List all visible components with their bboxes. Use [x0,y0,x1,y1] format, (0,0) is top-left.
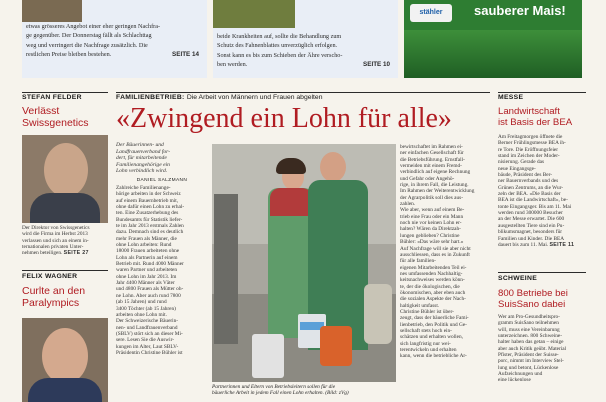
author-kicker: STEFAN FELDER [22,94,82,101]
article-body: Zahlreiche Familienange- hörige arbeiten in der Schweiz auf einem Bauernbetrieb mit, ohne dafür einen Lohn zu erhal- ten. Eine Zusatzerhebung des Bundesamts für Statistik liefer- te im Jahr 2013 erstmals Zahlen dazu. Demnach sind es deutlich mehr Frauen als Männer, die ohne Lohn arbeiten: Rund 18000 Frauen arbeiteten ohne Lohn als Partnerin auf einem Betrieb mit. Rund 4000 Männer waren Partner und arbeiteten ohne Lohn im Jahr 2013. Im Jahr 4400 Männer als Väter und 4800 Frauen als Mütter oh- ne Lohn. Aber auch rund 7800 (ab 15 Jahren) und rund 3400 Töchter (ab 15 Jahren) arbeiten ohne Lohn mit. Der Schweizerische Bäuerin- nen- und Landfrauenverband (SBLV) stört sich an dieser Mi- sere. Lesen Sie die Auswir- kungen im Alter, Laut SBLV- Präsidentin Christine Bühler ist [116,184,185,356]
teaser-headline[interactable]: Verlässt Swissgenetics [22,105,89,129]
teaser-text-line: Sonst kann es bis zum Schieben der Ähre verscho- [217,51,343,59]
section-kicker: SCHWEINE [498,275,538,282]
section-kicker: MESSE [498,94,524,101]
section-rule [498,92,586,93]
teaser-text-line: ben werden. SEITE 10 [217,61,390,69]
page-ref: SEITE 14 [172,51,199,59]
equipment-shape [214,194,238,344]
ad-logo: stähler [410,4,452,22]
teaser-text-line: ge gegenüber. Der Donnerstag fällt als Schlachttag [26,32,152,40]
article-column-3: bewirtschaftet im Rahmen ei- ner einfachen Gesellschaft für die Betriebsführung. Ernstfall- vermeiden mit einem Fremd- verbindlich auf eigene Rechnung und Gefahr oder Angehö- rige, in ihrem Fall, die Leistung. Im Rahmen der Weiterentwicklung der Agrarpolitik soll dies aus- zahlen. Wie aber, wenn auf einem Be- trieb eine Frau oder ein Mann noch nie vor keinen Lohn er- halten? Wären da Direktzah- lungen geblieben? Christine Bühler: «Das wäre sehr hart.» Auf Nachfrage will sie aber nicht ausschliessen, dass es in Zukunft für alle familien- eigenen Mitarbeitenden Teil ei- nes umfassenden Nachhaltig- keitsnachweises werden könn- te, der die ökologischen, die ökonomischen, aber eben auch die sozialen Aspekte der Nach- haltigkeit umfasst. Christine Bühler ist über- zeugt, dass der bäuerliche Fami- lienbetrieb, den Politik und Ge- sellschaft stets hoch ein- schätzen und erhalten wollen, sich langfristig nur wei- terentwickeln und erhalten kann, wenn die betriebliche Ar- [400,144,475,360]
face-shape [44,143,88,197]
photo-caption: Partnerinnen und Eltern von Betriebsleitern sollen für die bäuerliche Arbeit in jedem Fall einen Lohn erhalten. (Bild: zVg) [212,384,349,397]
article-kicker-sub: Die Arbeit von Männern und Frauen abgelten [186,94,323,101]
teaser-photo [22,0,82,22]
article-headline[interactable]: «Zwingend ein Lohn für alle» [116,103,452,134]
canister-shape [252,334,284,378]
article-photo [212,144,396,382]
messe-body: Am Freitagmorgen öffnete die Berner Frühlingsmesse BEA ih- re Tore. Die Eröffnungsfeier stand im Zeichen der Moder- nisierung. Gerade das neue Eingangsge- bäude, Präsident des Ber- ner Bauernverbands und des Grünen Zentrums, an die Wur- zeln der BEA. «Die Basis der BEA ist die Landwirtschaft», be- tonte Eingangsger. Bis am 11. Mai werden rund 300000 Besucher an der Messe erwartet. Die 600 ausgestellten Tiere sind ein Pu- blikumsmagnet, besonders für Familien und Kinder. Die BEA dauert bis zum 11. Mai. SEITE 11 [498,134,575,248]
teaser-text-line: weg und verringert die Nachfrage zusätzlich. Die [26,41,148,49]
teaser-headline[interactable]: Curlte an den Paralympics [22,285,86,309]
portrait-photo [22,135,108,223]
author-kicker: FELIX WAGNER [22,273,78,280]
portrait-photo [22,318,108,402]
teaser-text-line: beide Krankheiten auf, sollte die Behandlung zum [217,33,342,40]
orange-bucket-shape [320,326,352,366]
page-ref: SEITE 10 [363,61,390,69]
page-ref: SEITE 11 [549,241,575,248]
article-kicker: FAMILIENBETRIEB: Die Arbeit von Männern und Frauen abgelten [116,94,323,101]
ad-image [404,30,582,78]
shoulders-shape [30,193,100,223]
byline: DANIEL SALZMANN [136,177,188,183]
section-rule [22,270,108,271]
teaser-headline[interactable]: Landwirtschaft ist Basis der BEA [498,106,573,128]
woman-hair [276,158,306,174]
teaser-photo [213,0,295,28]
page-ref: SEITE 27 [63,250,89,257]
section-rule [498,272,586,273]
teaser-text-line: etwas grösseres Angebot einer eher geringen Nachfra- [26,23,161,30]
teaser-text-line: restlichen Preise bleiben bestehen. SEITE 14 [26,51,199,59]
face-shape [42,328,88,384]
portrait-caption: Der Direktor von Swissgenetics wird die Firma im Herbst 2013 verlassen und sich an einem in- ternationalen privaten Unter- nehmen beteiligen. SEITE 27 [22,225,90,257]
teaser-headline[interactable]: 800 Betriebe bei SuisSano dabei [498,288,568,310]
article-column-1 [116,142,208,402]
section-rule [116,92,490,93]
vessel-shape [364,284,392,344]
shoulders-shape [28,378,102,402]
ad-slogan: sauberer Mais! [474,3,566,18]
woman-shirt [270,188,312,216]
man-head [320,152,346,182]
section-rule [22,92,108,93]
teaser-market[interactable] [22,0,207,78]
schweine-body: Wer am Pro-Gesundheitspro- gramm SuisSano teilnehmen will, muss eine Vereinbarung unterzeichnen. 800 Schweine- halter haben das getan – einige aber auch Kritik geübt. Material Pfister, Präsident der Suisse- porc, nimmt im Interview Stel- lung und betont, Lückenlose Aufzeichnungen und eine lückenlose [498,314,567,384]
teaser-plant[interactable] [213,0,398,78]
article-lead: Der Bäuerinnen- und Landfrauenverband for- dert, für mitarbeitende Familienangehörige ein Lohn verbindlich wird. [116,142,171,175]
advertisement[interactable] [404,0,582,78]
teaser-text-line: Schutz des Fahnenblattes unverzüglich erfolgen. [217,42,338,50]
